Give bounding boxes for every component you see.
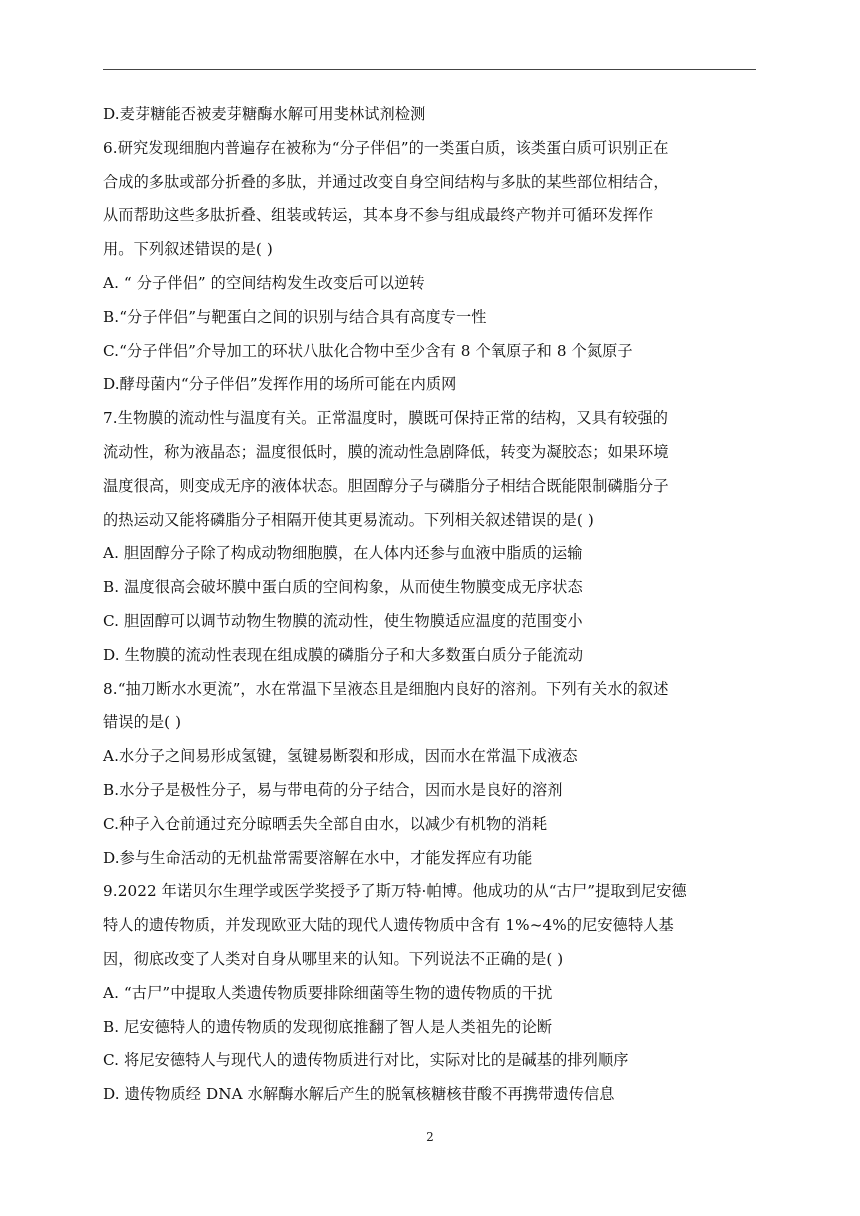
- page-number: 2: [426, 1130, 434, 1144]
- text-line: D.酵母菌内“分子伴侣”发挥作用的场所可能在内质网: [103, 375, 457, 394]
- text-line: 8.“抽刀断水水更流”，水在常温下呈液态且是细胞内良好的溶剂。下列有关水的叙述: [103, 679, 669, 698]
- text-line: 错误的是( ): [103, 713, 182, 732]
- text-line: 流动性，称为液晶态；温度很低时，膜的流动性急剧降低，转变为凝胶态；如果环境: [103, 442, 669, 461]
- text-line: D.参与生命活动的无机盐常需要溶解在水中，才能发挥应有功能: [103, 848, 533, 867]
- text-line: D. 遗传物质经 DNA 水解酶水解后产生的脱氧核糖核苷酸不再携带遗传信息: [103, 1085, 615, 1104]
- header-rule: [103, 69, 756, 70]
- text-line: 从而帮助这些多肽折叠、组装或转运，其本身不参与组成最终产物并可循环发挥作: [103, 206, 654, 225]
- text-line: 因，彻底改变了人类对自身从哪里来的认知。下列说法不正确的是( ): [103, 949, 564, 968]
- text-line: C. 胆固醇可以调节动物生物膜的流动性，使生物膜适应温度的范围变小: [103, 611, 583, 630]
- page-body: [103, 98, 763, 1112]
- text-line: A.水分子之间易形成氢键，氢键易断裂和形成，因而水在常温下成液态: [103, 747, 578, 766]
- text-line: 9.2022 年诺贝尔生理学或医学奖授予了斯万特·帕博。他成功的从“古尸”提取到尼安德: [103, 882, 687, 901]
- text-line: A. “古尸”中提取人类遗传物质要排除细菌等生物的遗传物质的干扰: [103, 983, 553, 1002]
- text-line: 温度很高，则变成无序的液体状态。胆固醇分子与磷脂分子相结合既能限制磷脂分子: [103, 476, 669, 495]
- text-line: B. 温度很高会破坏膜中蛋白质的空间构象，从而使生物膜变成无序状态: [103, 578, 583, 597]
- text-line: 用。下列叙述错误的是( ): [103, 240, 273, 259]
- text-line: C. 将尼安德特人与现代人的遗传物质进行对比，实际对比的是碱基的排列顺序: [103, 1051, 629, 1070]
- text-line: 6.研究发现细胞内普遍存在被称为“分子伴侣”的一类蛋白质，该类蛋白质可识别正在: [103, 138, 669, 157]
- text-line: B.水分子是极性分子，易与带电荷的分子结合，因而水是良好的溶剂: [103, 780, 563, 799]
- text-line: 特人的遗传物质，并发现欧亚大陆的现代人遗传物质中含有 1%~4%的尼安德特人基: [103, 916, 674, 935]
- text-line: B.“分子伴侣”与靶蛋白之间的识别与结合具有高度专一性: [103, 307, 487, 326]
- text-line: A. “ 分子伴侣” 的空间结构发生改变后可以逆转: [103, 273, 425, 292]
- text-line: D. 生物膜的流动性表现在组成膜的磷脂分子和大多数蛋白质分子能流动: [103, 645, 584, 664]
- text-line: 合成的多肽或部分折叠的多肽，并通过改变自身空间结构与多肽的某些部位相结合，: [103, 172, 669, 191]
- text-line: D.麦芽糖能否被麦芽糖酶水解可用斐林试剂检测: [103, 105, 426, 123]
- text-line: C.种子入仓前通过充分晾晒丢失全部自由水，以减少有机物的消耗: [103, 814, 548, 833]
- text-line: 7.生物膜的流动性与温度有关。正常温度时，膜既可保持正常的结构，又具有较强的: [103, 409, 669, 428]
- text-line: C.“分子伴侣”介导加工的环状八肽化合物中至少含有 8 个氧原子和 8 个氮原子: [103, 341, 633, 360]
- text-line: B. 尼安德特人的遗传物质的发现彻底推翻了智人是人类祖先的论断: [103, 1017, 553, 1036]
- text-line: A. 胆固醇分子除了构成动物细胞膜，在人体内还参与血液中脂质的运输: [103, 544, 583, 563]
- text-line: 的热运动又能将磷脂分子相隔开使其更易流动。下列相关叙述错误的是( ): [103, 510, 594, 529]
